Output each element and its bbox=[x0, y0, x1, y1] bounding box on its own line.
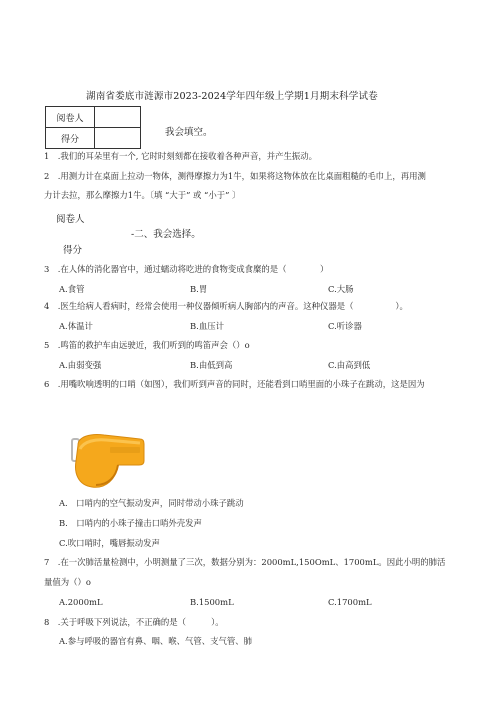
q4-option-c: C.听诊器 bbox=[328, 321, 362, 331]
q4-option-a: A.体温计 bbox=[59, 321, 93, 331]
page-title: 湖南省娄底市涟源市2023-2024学年四年级上学期1月期末科学试卷 bbox=[86, 91, 378, 102]
q7-option-a: A.2000mL bbox=[59, 597, 103, 607]
q3-option-c: C.大肠 bbox=[328, 284, 354, 294]
question-8: 8 .关于呼吸下列说法，不正确的是（ ）。 bbox=[44, 617, 224, 627]
score-table bbox=[45, 106, 141, 149]
section2-score-label: 得分 bbox=[63, 245, 83, 256]
score-label: 得分 bbox=[46, 128, 95, 149]
q3-option-a: A.食管 bbox=[59, 284, 85, 294]
q4-option-b: B.血压计 bbox=[190, 321, 224, 331]
question-2-line2: 力计去拉，那么摩擦力1牛。〔填 “大于” 或 “小于” 〕 bbox=[44, 190, 241, 200]
q6-option-a: A. 口哨内的空气振动发声，同时带动小珠子跳动 bbox=[59, 498, 244, 508]
reviewer-label: 阅卷人 bbox=[46, 107, 95, 128]
question-2-line1: 2 .用测力计在桌面上拉动一物体，测得摩擦力为1牛，如果将这物体放在比桌面粗糙的毛巾上，再用测 bbox=[44, 171, 426, 181]
q5-option-c: C.由高到低 bbox=[328, 360, 371, 370]
q8-option-a: A.参与呼吸的器官有鼻、咽、喉、气管、支气管、肺 bbox=[59, 636, 252, 646]
question-3: 3 .在人体的消化器官中，通过蠕动将吃进的食物变成食糜的是（ ） bbox=[44, 264, 329, 274]
question-1: 1 .我们的耳朵里有一个, 它时时刻刻都在接收着各种声音，并产生振动。 bbox=[44, 151, 317, 161]
question-7-line1: 7 .在一次肺活量检测中，小明测量了三次，数据分别为：2000mL,150OmL、1700mL。因此小明的肺活 bbox=[44, 557, 446, 567]
question-6: 6 .用嘴吹响透明的口哨（如图），我们听到声音的同时，还能看到口哨里面的小珠子在跳动，这是因为 bbox=[44, 379, 425, 389]
section2-reviewer-label: 阅卷人 bbox=[56, 214, 85, 225]
question-4: 4 .医生给病人看病时，经常会使用一种仪器倾听病人胸部内的声音。这种仪器是（ ）。 bbox=[44, 301, 408, 311]
section2-heading: -二、我会选择。 bbox=[131, 229, 201, 240]
reviewer-cell bbox=[95, 107, 141, 128]
q3-option-b: B.胃 bbox=[190, 284, 208, 294]
whistle-mouthpiece bbox=[110, 447, 140, 453]
q7-option-b: B.1500mL bbox=[190, 597, 234, 607]
q5-option-b: B.由低到高 bbox=[190, 360, 233, 370]
section1-heading: 我会填空。 bbox=[165, 127, 213, 138]
q6-option-c: C.吹口哨时，嘴唇振动发声 bbox=[59, 538, 160, 548]
whistle-image bbox=[70, 427, 145, 494]
q5-option-a: A.由弱变强 bbox=[59, 360, 102, 370]
question-7-line2: 量值为（）o bbox=[44, 577, 91, 587]
question-5: 5 .鸣笛的救护车由远驶近，我们听到的鸣笛声会（）o bbox=[44, 340, 250, 350]
q7-option-c: C.1700mL bbox=[328, 597, 372, 607]
score-cell bbox=[95, 128, 141, 149]
q6-option-b: B. 口哨内的小珠子撞击口哨外壳发声 bbox=[59, 518, 202, 528]
